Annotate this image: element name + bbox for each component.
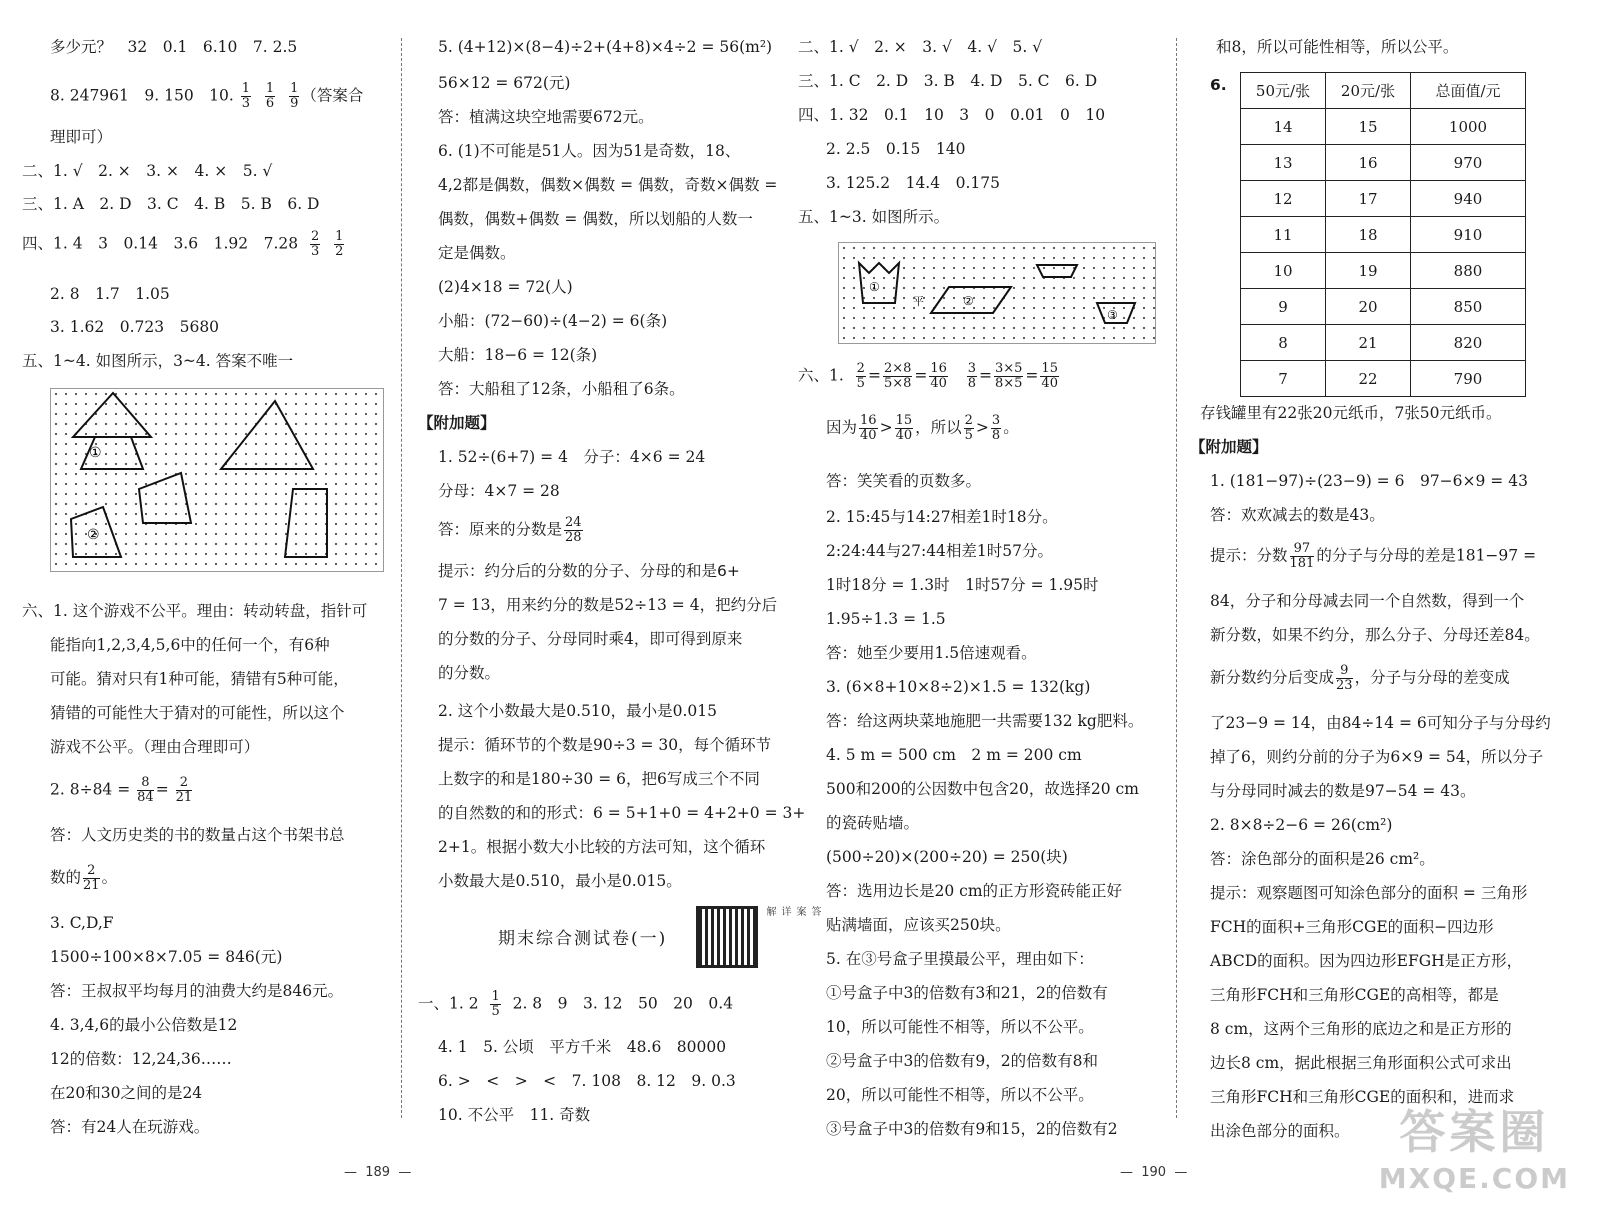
table-cell: 1000 [1411,109,1526,145]
text-line: 4,2都是偶数，偶数×偶数 = 偶数，奇数×偶数 = [438,176,778,194]
table-cell: 9 [1241,289,1326,325]
question-number: 6. [1210,76,1227,94]
dot-grid-figure [838,242,1156,344]
qr-code[interactable] [696,906,758,968]
fraction: $\frac{8}{84}$ [137,775,154,805]
text-line: 游戏不公平。（理由合理即可） [50,738,260,756]
fraction: $\frac{24}{28}$ [565,515,582,545]
text-line: 小数最大是0.510，最小是0.015。 [438,872,682,890]
text-line: 小船：(72−60)÷(4−2) = 6(条) [438,312,668,330]
text-line: 贴满墙面，应该买250块。 [826,916,1011,934]
text-line: 的瓷砖贴墙。 [826,814,920,832]
table-row [1241,217,1526,253]
text-line: 四、1. 4 3 0.14 3.6 1.92 7.28 $\frac{2}{3}$ $\frac{1}{2}$ [22,229,344,259]
text-line: 2+1。根据小数大小比较的方法可知，这个循环 [438,838,766,856]
text-line: 1.95÷1.3 = 1.5 [826,610,946,628]
text-line: 8 cm，这两个三角形的底边之和是正方形的 [1210,1020,1512,1038]
table-row [1241,181,1526,217]
text-line: 因为 $\frac{16}{40}$ > $\frac{15}{40}$ ，所以 $\frac{2}{5}$ > $\frac{3}{8}$ 。 [826,413,1019,443]
text-line: 答：欢欢减去的数是43。 [1210,506,1385,524]
table-cell: 850 [1411,289,1526,325]
figure-label: ① [89,445,102,461]
table-row [1241,145,1526,181]
text-line: 定是偶数。 [438,244,516,262]
table-cell: 7 [1241,361,1326,397]
text-line: 12的倍数：12,24,36…… [50,1050,232,1068]
exam-title: 期末综合测试卷(一) [498,929,668,949]
text-line: 10，所以可能性不相等，所以不公平。 [826,1018,1094,1036]
figure-label: ③ [1107,308,1118,322]
text-line: 答：植满这块空地需要672元。 [438,108,654,126]
table-cell: 17 [1326,181,1411,217]
text-line: 多少元？ 32 0.1 6.10 7. 2.5 [50,38,298,56]
text-line: 大船：18−6 = 12(条) [438,346,598,364]
table-header: 总面值/元 [1411,73,1526,109]
table-cell: 790 [1411,361,1526,397]
table-cell: 880 [1411,253,1526,289]
text-line: 的分数。 [438,664,501,682]
text-line: 4. 1 5. 公顷 平方千米 48.6 80000 [438,1038,727,1056]
text-line: 新分数约分后变成 $\frac{9}{23}$ ，分子与分母的差变成 [1210,663,1510,693]
text-line: 答：选用边长是20 cm的正方形瓷砖能正好 [826,882,1123,900]
text-line: 答：大船租了12条，小船租了6条。 [438,380,685,398]
text-line: (2)4×18 = 72(人) [438,278,573,296]
text-line: 与分母同时减去的数是97−54 = 43。 [1210,782,1476,800]
table-header-row [1241,73,1526,109]
text-line: 2:24:44与27:44相差1时57分。 [826,542,1054,560]
table-cell: 14 [1241,109,1326,145]
hint-text: 提示：观察题图可知涂色部分的面积 = 三角形 [1210,884,1528,902]
text-line: 出涂色部分的面积。 [1210,1122,1350,1140]
fraction: $\frac{2}{3}$ [310,229,320,259]
text-line: 猜错的可能性大于猜对的可能性，所以这个 [50,704,345,722]
table-cell: 15 [1326,109,1411,145]
hint-text: 提示：约分后的分数的分子、分母的和是6+ [438,562,740,580]
fraction: $\frac{1}{5}$ [491,989,500,1019]
text-line: 偶数，偶数+偶数 = 偶数，所以划船的人数一 [438,210,753,228]
text-line: 六、1. 这个游戏不公平。理由：转动转盘，指针可 [22,602,368,620]
table-row [1241,289,1526,325]
text-line: 的分数的分子、分母同时乘4，即可得到原来 [438,630,743,648]
table-cell: 18 [1326,217,1411,253]
text-line: 和8，所以可能性相等，所以公平。 [1216,38,1459,56]
section-heading: 【附加题】 [1190,438,1268,456]
text-line: 5. (4+12)×(8−4)÷2+(4+8)×4÷2 = 56(m²) [438,38,773,56]
text-line: 掉了6，则约分前的分子为6×9 = 54，所以分子 [1210,748,1544,766]
table-cell: 22 [1326,361,1411,397]
text-line: 三角形FCH和三角形CGE的面积和，进而求 [1210,1088,1515,1106]
text-line: 三、1. C 2. D 3. B 4. D 5. C 6. D [798,72,1098,90]
table-row [1241,325,1526,361]
text-line: ③号盒子中3的倍数有9和15，2的倍数有2 [826,1120,1118,1138]
text-line: 答：原来的分数是 $\frac{24}{28}$ [438,515,582,545]
geometry-drawing [51,389,383,571]
page-number: — 189 — [344,1165,412,1180]
table-cell: 12 [1241,181,1326,217]
table-cell: 940 [1411,181,1526,217]
text-line: 存钱罐里有22张20元纸币，7张50元纸币。 [1200,404,1502,422]
text-line: 在20和30之间的是24 [50,1084,203,1102]
fraction: $\frac{1}{9}$ [290,81,299,111]
hint-text: 提示：循环节的个数是90÷3 = 30，每个循环节 [438,736,772,754]
fraction: $\frac{2}{21}$ [83,863,100,893]
text-line: (500÷20)×(200÷20) = 250(块) [826,848,1068,866]
fraction: $\frac{3}{8}$ [991,413,1001,443]
table-cell: 13 [1241,145,1326,181]
fraction: $\frac{15}{40}$ [1041,361,1058,391]
text-line: 1时18分 = 1.3时 1时57分 = 1.95时 [826,576,1099,594]
column-divider [1176,38,1177,1118]
table-row [1241,253,1526,289]
table-cell: 20 [1326,289,1411,325]
text-line: 二、1. √ 2. × 3. √ 4. √ 5. √ [798,38,1043,56]
fraction: $\frac{2}{5}$ [964,413,973,443]
text-line: 新分数，如果不约分，那么分子、分母还差84。 [1210,626,1540,644]
text-line: 四、1. 32 0.1 10 3 0 0.01 0 10 [798,106,1106,124]
text-line: 能指向1,2,3,4,5,6中的任何一个，有6种 [50,636,330,654]
table-cell: 11 [1241,217,1326,253]
text-line: 三角形FCH和三角形CGE的高相等，都是 [1210,986,1499,1004]
fraction: $\frac{3\times 5}{8\times 5}$ [994,361,1023,391]
text-line: 2. 2.5 0.15 140 [826,140,966,158]
text-line: 3. (6×8+10×8÷2)×1.5 = 132(kg) [826,678,1091,696]
text-line: 4. 3,4,6的最小公倍数是12 [50,1016,238,1034]
table-cell: 10 [1241,253,1326,289]
fraction: $\frac{15}{40}$ [895,413,913,443]
right-page [800,0,1600,1213]
table-cell: 820 [1411,325,1526,361]
fraction: $\frac{97}{181}$ [1289,541,1315,571]
fraction: $\frac{3}{8}$ [967,361,976,391]
text-line: 三、1. A 2. D 3. C 4. B 5. B 6. D [22,195,320,213]
text-line: 8. 247961 9. 150 10. $\frac{1}{3}$ $\frac{1}{6}$ $\frac{1}{9}$ （答案合 [50,81,364,111]
fraction: $\frac{2}{5}$ [856,361,865,391]
fraction: $\frac{1}{6}$ [265,81,275,111]
text-line: 2. 8÷84 = $\frac{8}{84}$ = $\frac{2}{21}$ [50,775,193,805]
qr-label: 答案详解 [764,906,820,916]
text-line: 分母：4×7 = 28 [438,482,560,500]
figure-label: 平 [913,295,924,308]
text-line: 2. 8×8÷2−6 = 26(cm²) [1210,816,1393,834]
text-line: 56×12 = 672(元) [438,74,571,92]
text-line: 答：有24人在玩游戏。 [50,1118,210,1136]
fraction: $\frac{16}{40}$ [930,361,947,391]
table-cell: 16 [1326,145,1411,181]
text-line: ABCD的面积。因为四边形EFGH是正方形， [1210,952,1523,970]
text-line: 20，所以可能性不相等，所以不公平。 [826,1086,1094,1104]
text-line: 1. 52÷(6+7) = 4 分子：4×6 = 24 [438,448,706,466]
text-line: 4. 5 m = 500 cm 2 m = 200 cm [826,746,1082,764]
text-line: 7 = 13，用来约分的数是52÷13 = 4，把约分后 [438,596,778,614]
hint-text: 提示：分数 $\frac{97}{181}$ 的分子与分母的差是181−97 = [1210,541,1537,571]
text-line: 了23−9 = 14，由84÷14 = 6可知分子与分母约 [1210,714,1551,732]
dot-grid-figure [50,388,384,572]
figure-label: ② [963,294,974,308]
table-row [1241,109,1526,145]
figure-label: ② [87,527,100,543]
fraction: $\frac{9}{23}$ [1336,663,1353,693]
text-line: ②号盒子中3的倍数有9，2的倍数有8和 [826,1052,1098,1070]
table-cell: 19 [1326,253,1411,289]
text-line: 2. 这个小数最大是0.510，最小是0.015 [438,702,717,720]
text-line: 5. 在③号盒子里摸最公平，理由如下： [826,950,1094,968]
figure-label: ① [869,280,880,294]
section-heading: 【附加题】 [418,414,496,432]
text-line: 可能。猜对只有1种可能，猜错有5种可能， [50,670,349,688]
column-divider [401,38,402,1118]
text-line: 二、1. √ 2. × 3. × 4. × 5. √ [22,162,273,180]
text-line: 1. (181−97)÷(23−9) = 6 97−6×9 = 43 [1210,472,1528,490]
text-line: 2. 8 1.7 1.05 [50,285,170,303]
fraction: $\frac{1}{2}$ [335,229,344,259]
site-watermark: 答案圈 MXQE.COM [1378,1105,1570,1195]
text-line: 理即可） [50,128,113,146]
text-line: 答：给这两块菜地施肥一共需要132 kg肥料。 [826,712,1144,730]
text-line: 答：笑笑看的页数多。 [826,472,982,490]
text-line: 500和200的公因数中包含20，故选择20 cm [826,780,1139,798]
text-line: 五、1~4. 如图所示，3~4. 答案不唯一 [22,352,294,370]
text-line: 答：她至少要用1.5倍速观看。 [826,644,1037,662]
text-line: 1500÷100×8×7.05 = 846(元) [50,948,283,966]
table-row [1241,361,1526,397]
text-line: 边长8 cm，据此根据三角形面积公式可求出 [1210,1054,1512,1072]
table-body [1241,109,1526,397]
table-header: 50元/张 [1241,73,1326,109]
text-line: 6. (1)不可能是51人。因为51是奇数，18、 [438,142,741,160]
text-line: 六、1. $\frac{2}{5}$ = $\frac{2\times 8}{5\times 8}$ = $\frac{16}{40}$ $\frac{3}{8}$ = $\frac{3\times 5}{8\times 5}$ = $\frac{15}{40}$ [798,361,1058,391]
text-line: 的自然数的和的形式：6 = 5+1+0 = 4+2+0 = 3+ [438,804,806,822]
text-line: ①号盒子中3的倍数有3和21，2的倍数有 [826,984,1108,1002]
text-line: 一、1. 2 $\frac{1}{5}$ 2. 8 9 3. 12 50 20 0.4 [418,989,734,1019]
fraction: $\frac{1}{3}$ [241,81,251,111]
fraction: $\frac{2\times 8}{5\times 8}$ [883,361,912,391]
geometry-drawing [839,243,1155,343]
text-line: 6. > < > < 7. 108 8. 12 9. 0.3 [438,1072,736,1090]
table-cell: 910 [1411,217,1526,253]
banknote-table [1240,72,1526,397]
table-cell: 970 [1411,145,1526,181]
text-line: 答：人文历史类的书的数量占这个书架书总 [50,826,345,844]
text-line: 上数字的和是180÷30 = 6，把6写成三个不同 [438,770,760,788]
text-line: 84，分子和分母减去同一个自然数，得到一个 [1210,592,1525,610]
fraction: $\frac{2}{21}$ [175,775,193,805]
text-line: 答：王叔叔平均每月的油费大约是846元。 [50,982,344,1000]
text-line: 数的 $\frac{2}{21}$ 。 [50,863,118,893]
text-line: 五、1~3. 如图所示。 [798,208,950,226]
text-line: 3. 1.62 0.723 5680 [50,318,220,336]
page-number: — 190 — [1120,1165,1188,1180]
text-line: 3. 125.2 14.4 0.175 [826,174,1000,192]
text-line: FCH的面积+三角形CGE的面积−四边形 [1210,918,1494,936]
table-cell: 8 [1241,325,1326,361]
table-header: 20元/张 [1326,73,1411,109]
fraction: $\frac{16}{40}$ [860,413,877,443]
text-line: 3. C,D,F [50,914,114,932]
text-line: 10. 不公平 11. 奇数 [438,1106,591,1124]
text-line: 答：涂色部分的面积是26 cm²。 [1210,850,1435,868]
table-cell: 21 [1326,325,1411,361]
text-line: 2. 15:45与14:27相差1时18分。 [826,508,1058,526]
